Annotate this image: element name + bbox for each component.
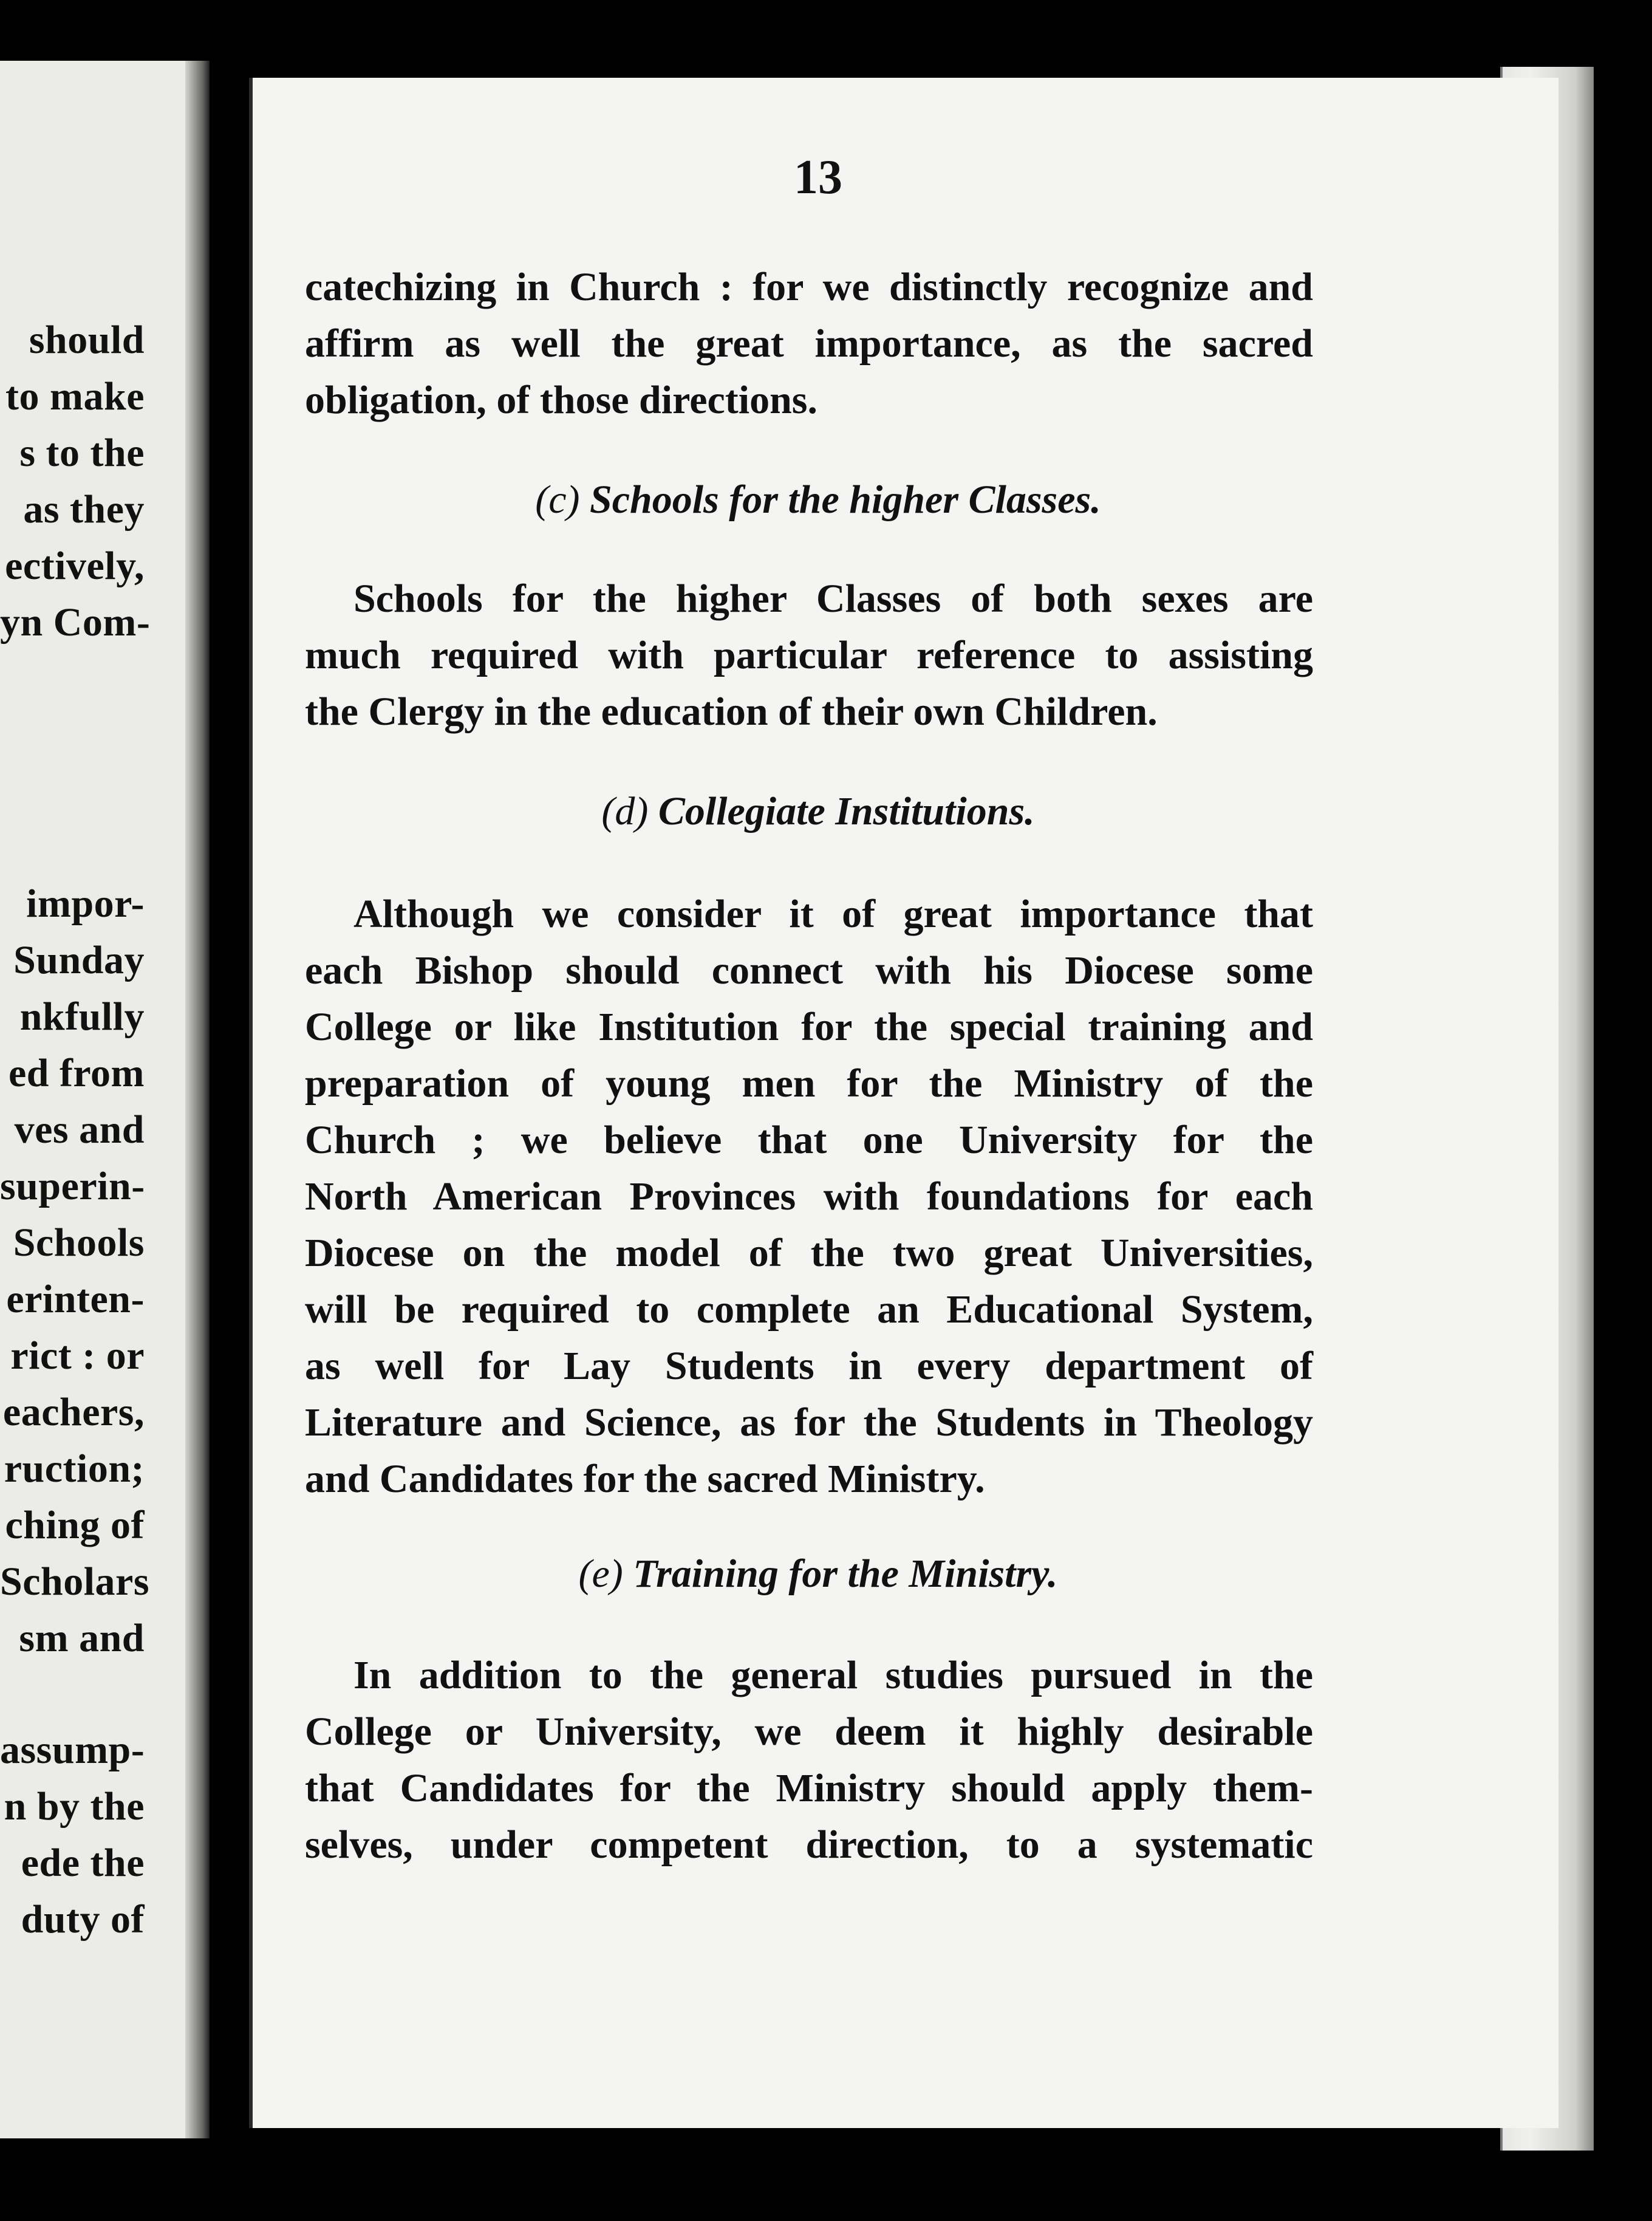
section-letter: (e) [578, 1552, 623, 1596]
facing-line: yn Com- [0, 600, 151, 645]
facing-line: duty of [21, 1897, 145, 1942]
facing-line: Schools [13, 1220, 145, 1265]
text-line: the Clergy in the education of their own Children. [305, 690, 1158, 734]
text-line: North American Provinces with foundations for each [305, 1174, 1313, 1219]
facing-line: Sunday [13, 938, 145, 982]
facing-line: superin- [0, 1164, 145, 1208]
facing-line: ed from [8, 1051, 145, 1095]
facing-line: Scholars [0, 1559, 150, 1604]
page-number: 13 [794, 151, 842, 204]
facing-line: as they [23, 487, 145, 532]
facing-line: eachers, [2, 1390, 145, 1434]
text-line: affirm as well the great importance, as the sacred [305, 321, 1313, 366]
text-line: Church ; we believe that one University for the [305, 1118, 1313, 1162]
facing-line: sm and [19, 1616, 145, 1660]
text-line: catechizing in Church : for we distinctly recognize and [305, 265, 1313, 309]
text-line: will be required to complete an Educational System, [305, 1287, 1313, 1332]
facing-line: s to the [19, 431, 145, 475]
text-line: College or like Institution for the special training and [305, 1005, 1313, 1049]
facing-line: impor- [26, 881, 145, 926]
section-heading-e [0, 1554, 1636, 1594]
text-line: each Bishop should connect with his Diocese some [305, 948, 1313, 993]
text-line: College or University, we deem it highly desirable [305, 1709, 1313, 1754]
text-line: as well for Lay Students in every department of [305, 1344, 1313, 1388]
text-line: preparation of young men for the Ministry of the [305, 1061, 1313, 1106]
text-line: obligation, of those directions. [305, 378, 817, 422]
facing-line: to make [5, 374, 145, 419]
section-letter: (c) [535, 477, 580, 522]
text-line: selves, under competent direction, to a systematic [305, 1822, 1313, 1867]
section-letter: (d) [601, 789, 649, 833]
facing-line: should [29, 318, 145, 362]
text-line: that Candidates for the Ministry should apply them- [305, 1766, 1313, 1810]
facing-line: assump- [0, 1728, 145, 1772]
section-title: Collegiate Institutions. [658, 789, 1035, 833]
facing-line: ves and [14, 1107, 145, 1152]
text-line: Literature and Science, as for the Students in Theology [305, 1400, 1313, 1445]
text-line: In addition to the general studies pursued in the [353, 1653, 1313, 1697]
text-line: Although we consider it of great importance that [353, 892, 1313, 936]
facing-line: nkfully [19, 994, 145, 1039]
text-line: much required with particular reference to assisting [305, 633, 1313, 677]
facing-line: ectively, [5, 544, 145, 588]
facing-line: ede the [21, 1841, 145, 1885]
text-line: and Candidates for the sacred Ministry. [305, 1457, 985, 1501]
section-heading-d [0, 789, 1636, 833]
text-line: Schools for the higher Classes of both sexes are [353, 577, 1313, 621]
facing-line: ching of [5, 1503, 145, 1547]
facing-line: n by the [4, 1784, 145, 1829]
section-heading-c [0, 477, 1636, 522]
section-title: Schools for the higher Classes. [590, 477, 1101, 522]
text-line: Diocese on the model of the two great Universities, [305, 1231, 1313, 1275]
facing-line: rict : or [10, 1333, 145, 1378]
facing-line: erinten- [6, 1277, 145, 1321]
book-gutter [185, 61, 210, 2138]
section-title: Training for the Ministry. [633, 1552, 1058, 1596]
facing-line: ruction; [4, 1446, 145, 1491]
